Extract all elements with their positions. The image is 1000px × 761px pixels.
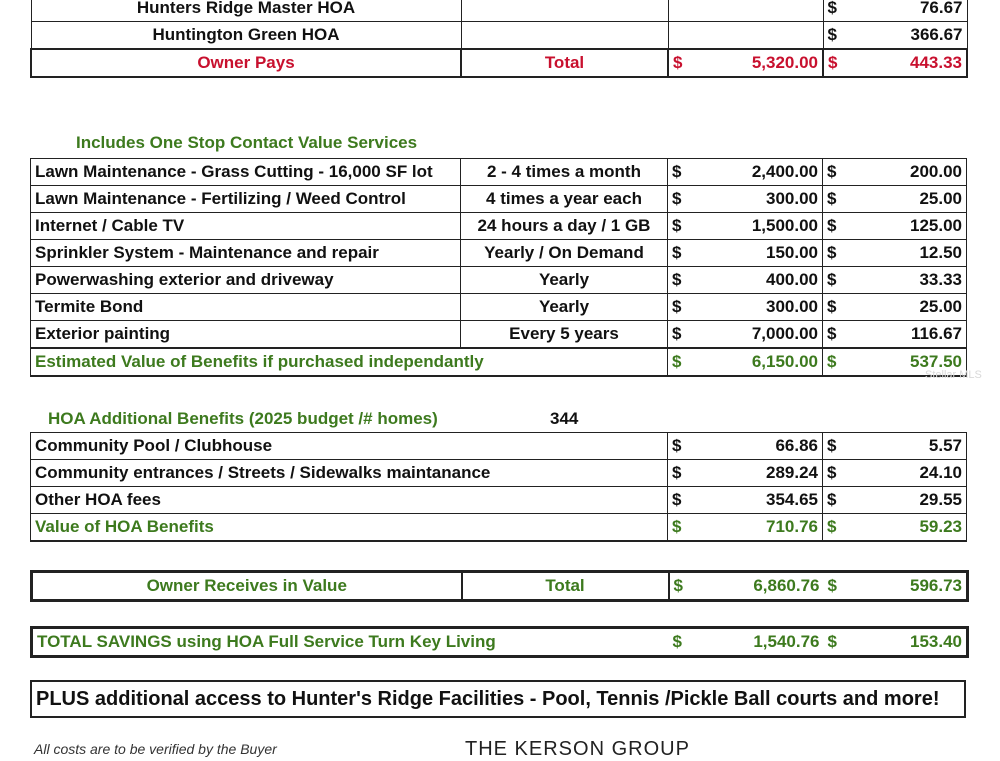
currency-symbol: $: [673, 53, 683, 72]
footer-note: All costs are to be verified by the Buyer: [34, 741, 277, 757]
watermark: Stellar MLS: [925, 369, 982, 381]
currency-symbol: $: [672, 463, 682, 482]
hoa-name: Hunters Ridge Master HOA: [31, 0, 461, 22]
benefit-label: Other HOA fees: [31, 487, 668, 514]
monthly-amount: 366.67: [910, 25, 963, 44]
table-row: [31, 186, 967, 213]
monthly-amount: 25.00: [919, 189, 962, 208]
currency-symbol: $: [828, 53, 838, 72]
monthly-amount: 24.10: [919, 463, 962, 482]
service-label: Lawn Maintenance - Fertilizing / Weed Control: [31, 186, 461, 213]
owner-receives-table: [30, 570, 969, 602]
service-label: Internet / Cable TV: [31, 213, 461, 240]
hoa-name: Huntington Green HOA: [31, 22, 461, 50]
currency-symbol: $: [673, 576, 683, 595]
currency-symbol: $: [827, 576, 837, 595]
currency-symbol: $: [827, 243, 837, 262]
currency-symbol: $: [827, 216, 837, 235]
table-row: [31, 213, 967, 240]
table-row: [31, 240, 967, 267]
monthly-amount: 29.55: [919, 490, 962, 509]
benefit-label: Community entrances / Streets / Sidewalks maintanance: [31, 460, 668, 487]
annual-amount: 400.00: [766, 270, 818, 289]
currency-symbol: $: [672, 189, 682, 208]
table-row: [31, 460, 967, 487]
table-row: [31, 433, 967, 460]
benefit-label: Community Pool / Clubhouse: [31, 433, 668, 460]
annual-amount: 300.00: [766, 297, 818, 316]
currency-symbol: $: [672, 490, 682, 509]
currency-symbol: $: [672, 162, 682, 181]
currency-symbol: $: [827, 25, 837, 44]
currency-symbol: $: [827, 490, 837, 509]
hoa-benefits-table: [30, 432, 967, 542]
table-row: [32, 572, 968, 601]
monthly-amount: 596.73: [910, 576, 962, 595]
table-row: [31, 159, 967, 186]
annual-amount: 710.76: [766, 517, 818, 536]
annual-amount: 289.24: [766, 463, 818, 482]
currency-symbol: $: [827, 436, 837, 455]
total-savings-table: [30, 626, 969, 658]
service-label: Sprinkler System - Maintenance and repair: [31, 240, 461, 267]
owner-receives-label: Owner Receives in Value: [32, 572, 462, 601]
owner-pays-label: Owner Pays: [31, 49, 461, 77]
annual-amount: 354.65: [766, 490, 818, 509]
currency-symbol: $: [672, 270, 682, 289]
currency-symbol: $: [672, 297, 682, 316]
table-row: [31, 487, 967, 514]
currency-symbol: $: [827, 270, 837, 289]
owner-pays-table: [30, 0, 968, 78]
monthly-amount: 59.23: [919, 517, 962, 536]
services-heading: Includes One Stop Contact Value Services: [76, 133, 418, 152]
annual-amount: 6,150.00: [751, 352, 818, 371]
total-label: Total: [462, 572, 669, 601]
currency-symbol: $: [672, 216, 682, 235]
table-row: [31, 22, 967, 50]
hoa-total-row: [31, 514, 967, 542]
currency-symbol: $: [672, 632, 682, 651]
table-row: [31, 321, 967, 349]
service-label: Lawn Maintenance - Grass Cutting - 16,000 SF lot: [31, 159, 461, 186]
currency-symbol: $: [827, 324, 837, 343]
currency-symbol: $: [827, 189, 837, 208]
service-frequency: Yearly: [461, 267, 668, 294]
monthly-amount: 125.00: [910, 216, 962, 235]
service-frequency: 2 - 4 times a month: [461, 159, 668, 186]
monthly-amount: 25.00: [919, 297, 962, 316]
service-frequency: Every 5 years: [461, 321, 668, 349]
monthly-amount: 443.33: [910, 53, 962, 72]
monthly-amount: 5.57: [928, 436, 962, 455]
owner-pays-row: [31, 49, 967, 77]
monthly-amount: 537.50: [910, 352, 962, 371]
total-label: Total: [461, 49, 668, 77]
service-frequency: 4 times a year each: [461, 186, 668, 213]
currency-symbol: $: [827, 463, 837, 482]
plus-access-note: PLUS additional access to Hunter's Ridge Facilities - Pool, Tennis /Pickle Ball courts and more!: [30, 680, 966, 718]
table-row: [31, 294, 967, 321]
currency-symbol: $: [672, 352, 682, 371]
services-table: [30, 158, 967, 377]
currency-symbol: $: [827, 297, 837, 316]
annual-amount: 1,540.76: [753, 632, 820, 651]
annual-amount: 2,400.00: [751, 162, 818, 181]
currency-symbol: $: [827, 632, 837, 651]
table-row: [32, 628, 968, 657]
monthly-amount: 153.40: [910, 632, 962, 651]
currency-symbol: $: [672, 243, 682, 262]
monthly-amount: 12.50: [919, 243, 962, 262]
hoa-total-label: Value of HOA Benefits: [31, 514, 668, 542]
monthly-amount: 33.33: [919, 270, 962, 289]
services-total-label: Estimated Value of Benefits if purchased independantly: [31, 348, 668, 376]
service-frequency: Yearly / On Demand: [461, 240, 668, 267]
table-row: [31, 267, 967, 294]
monthly-amount: 76.67: [919, 0, 963, 17]
total-savings-label: TOTAL SAVINGS using HOA Full Service Turn Key Living: [37, 632, 496, 651]
annual-amount: 66.86: [775, 436, 818, 455]
annual-amount: 7,000.00: [751, 324, 818, 343]
service-label: Exterior painting: [31, 321, 461, 349]
homes-count: 344: [550, 409, 579, 428]
monthly-amount: 116.67: [910, 324, 962, 343]
service-label: Powerwashing exterior and driveway: [31, 267, 461, 294]
currency-symbol: $: [827, 0, 837, 17]
service-label: Termite Bond: [31, 294, 461, 321]
annual-amount: 1,500.00: [751, 216, 818, 235]
annual-amount: 5,320.00: [751, 53, 818, 72]
annual-amount: 150.00: [766, 243, 818, 262]
currency-symbol: $: [827, 352, 837, 371]
annual-amount: 6,860.76: [753, 576, 820, 595]
currency-symbol: $: [672, 517, 682, 536]
service-frequency: 24 hours a day / 1 GB: [461, 213, 668, 240]
hoa-benefits-heading: HOA Additional Benefits (2025 budget /# homes): [48, 409, 438, 428]
currency-symbol: $: [827, 517, 837, 536]
currency-symbol: $: [672, 324, 682, 343]
company-logo: THE KERSON GROUP: [465, 738, 690, 760]
services-total-row: [31, 348, 967, 376]
monthly-amount: 200.00: [910, 162, 962, 181]
currency-symbol: $: [672, 436, 682, 455]
service-frequency: Yearly: [461, 294, 668, 321]
table-row: [31, 0, 967, 22]
annual-amount: 300.00: [766, 189, 818, 208]
currency-symbol: $: [827, 162, 837, 181]
